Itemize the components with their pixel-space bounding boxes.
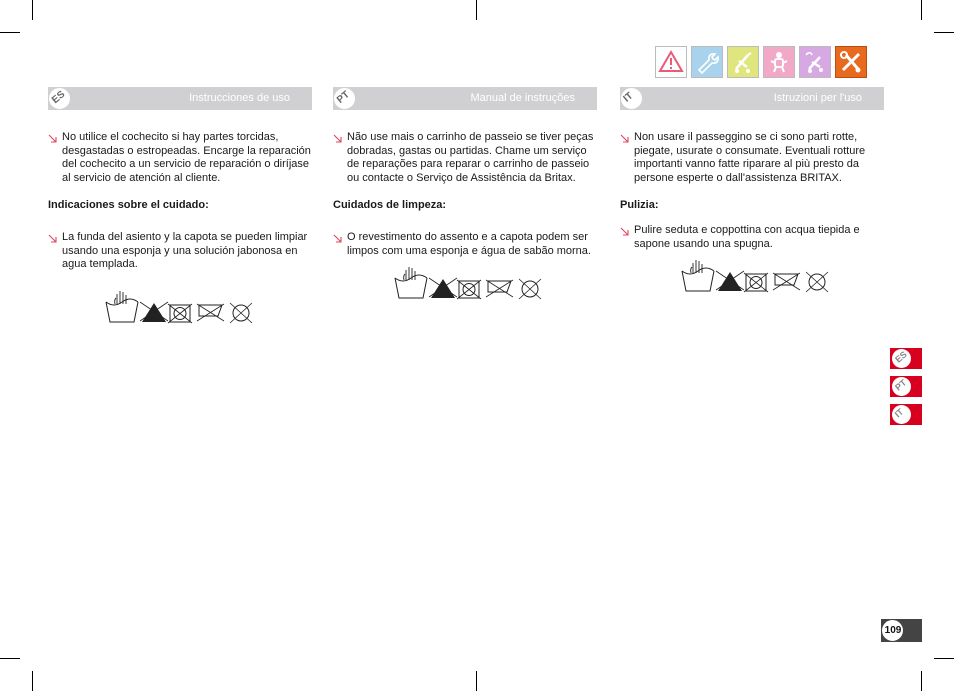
bullet-item: La funda del asiento y la capota se pueden limpiar usando una esponja y una solución jabonosa en agua templada. [48, 231, 312, 272]
subheading: Indicaciones sobre el cuidado: [48, 199, 209, 212]
header-title: Manual de instruções [470, 92, 575, 104]
no-tumble-dry-icon [457, 280, 481, 299]
language-badge: PT [333, 87, 356, 110]
no-bleach-icon [716, 271, 744, 291]
crop-mark [476, 0, 477, 20]
bullet-item: O revestimento do assento e a capota podem ser limpos com uma esponja e água de sabão morna. [333, 231, 597, 258]
side-tab-it[interactable]: IT [890, 404, 922, 425]
page-number: 109 [884, 625, 902, 636]
bullet-item: Não use mais o carrinho de passeio se tiver peças dobradas, gastas ou partidas. Chame um serviço de reparações para reparar o carrinho de passeio ou contacte o Serviço de Assistência da Britax. [333, 131, 597, 185]
crop-mark [32, 671, 33, 691]
header-title: Instrucciones de uso [189, 92, 290, 104]
column-pt [333, 87, 597, 304]
header-title: Istruzioni per l'uso [773, 92, 862, 104]
header-band [48, 87, 312, 110]
arrow-bullet-icon [48, 133, 58, 143]
header-band [333, 87, 597, 110]
care-symbols [680, 257, 884, 297]
crop-mark [0, 32, 20, 33]
no-iron-icon [486, 280, 513, 297]
crop-mark [32, 0, 33, 20]
care-symbols [393, 264, 597, 304]
side-language-tabs [890, 348, 922, 432]
wrench-icon [691, 46, 723, 78]
child-seat-icon [763, 46, 795, 78]
hand-wash-icon [682, 260, 714, 291]
crop-mark [921, 671, 922, 691]
care-symbols [104, 288, 312, 328]
bullet-item: Non usare il passeggino se ci sono parti rotte, piegate, usurate o consumate. Eventuali rotture importanti vanno fatte riparare al più presto da persone esperte o dall'assistenza BRITAX. [620, 131, 884, 185]
no-iron-icon [773, 273, 800, 290]
crop-mark [921, 0, 922, 20]
tools-icon [835, 46, 867, 78]
arrow-bullet-icon [620, 226, 630, 236]
stroller-icon [727, 46, 759, 78]
no-bleach-icon [429, 278, 457, 298]
hand-wash-icon [395, 267, 427, 298]
column-it [620, 87, 884, 297]
language-badge: ES [48, 87, 71, 110]
crop-mark [0, 658, 20, 659]
no-bleach-icon [140, 302, 168, 322]
arrow-bullet-icon [620, 133, 630, 143]
warning-icon [655, 46, 687, 78]
arrow-bullet-icon [333, 233, 343, 243]
no-tumble-dry-icon [168, 304, 192, 323]
subheading: Pulizia: [620, 199, 659, 212]
no-dry-clean-icon [806, 272, 828, 292]
side-tab-pt[interactable]: PT [890, 376, 922, 397]
no-iron-icon [197, 304, 224, 321]
side-tab-es[interactable]: ES [890, 348, 922, 369]
header-band [620, 87, 884, 110]
subheading: Cuidados de limpeza: [333, 199, 447, 212]
no-dry-clean-icon [519, 279, 541, 299]
bullet-item: Pulire seduta e coppottina con acqua tiepida e sapone usando una spugna. [620, 224, 884, 251]
bullet-item: No utilice el cochecito si hay partes torcidas, desgastadas o estropeadas. Encarge la reparación del cochecito a un servicio de reparación o diríjase al servicio de atención al cliente. [48, 131, 312, 185]
crop-mark [476, 671, 477, 691]
crop-mark [934, 658, 954, 659]
hand-wash-icon [106, 291, 138, 322]
no-tumble-dry-icon [744, 273, 768, 292]
arrow-bullet-icon [48, 233, 58, 243]
language-badge: IT [620, 87, 643, 110]
category-icons [655, 46, 867, 78]
arrow-bullet-icon [333, 133, 343, 143]
crop-mark [934, 32, 954, 33]
page-number-tab [881, 619, 922, 642]
fold-stroller-icon [799, 46, 831, 78]
column-es [48, 87, 312, 328]
no-dry-clean-icon [230, 303, 252, 323]
